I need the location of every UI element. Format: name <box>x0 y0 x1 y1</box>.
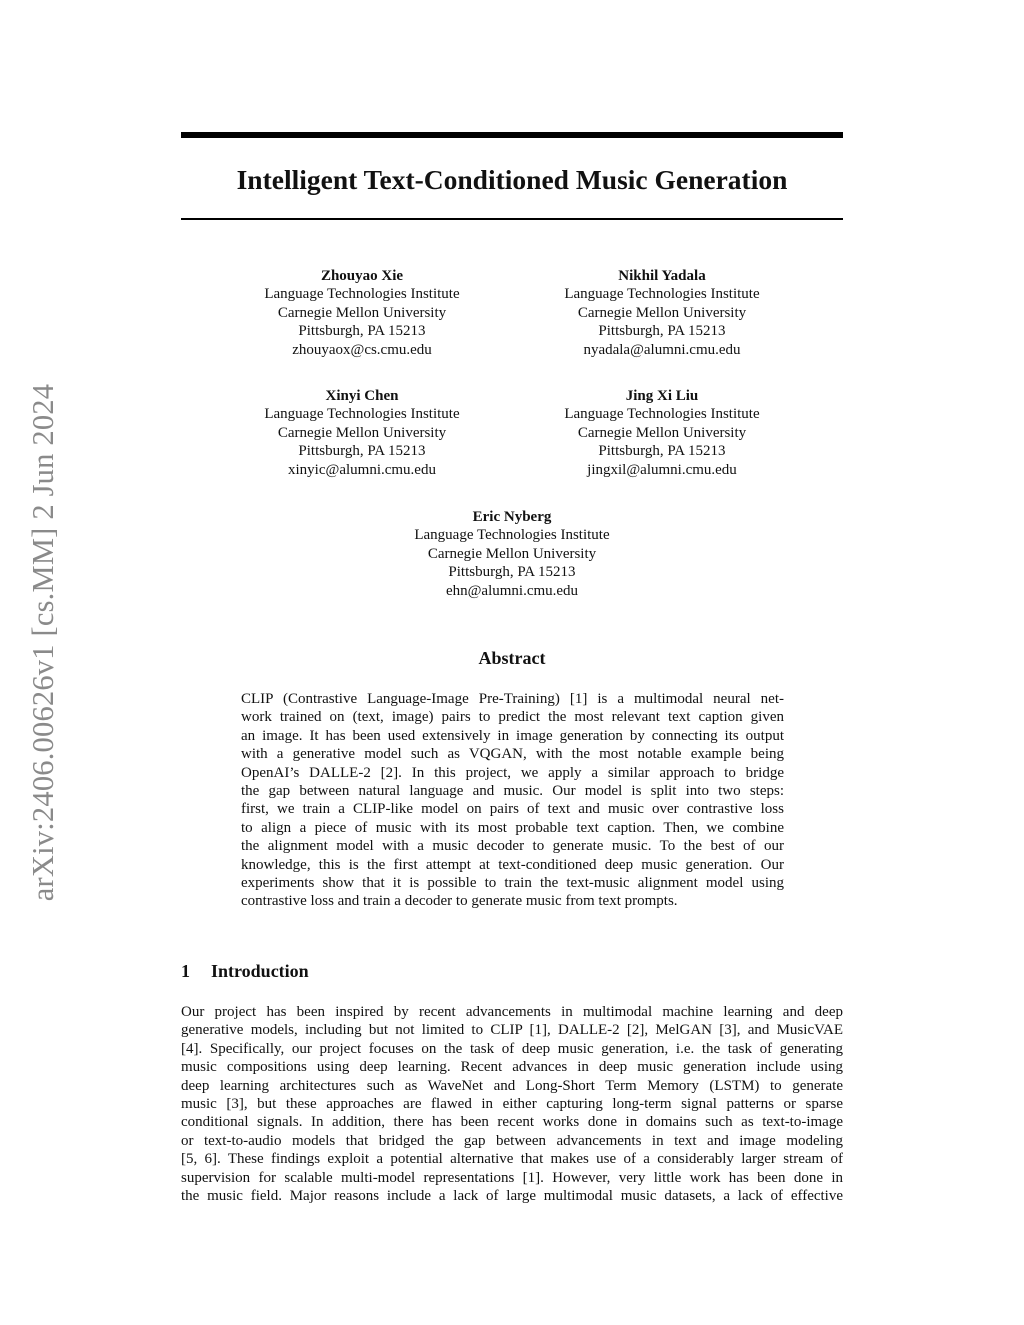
author-location: Pittsburgh, PA 15213 <box>298 323 426 340</box>
author-institute: Language Technologies Institute <box>264 406 460 423</box>
author-institute: Language Technologies Institute <box>564 406 760 423</box>
paragraph-line: or text-to-audio models that bridged the gap between advancements in text and image modeling <box>181 1132 843 1149</box>
abstract-line: with a generative model such as VQGAN, with the most notable example being <box>241 746 784 763</box>
author-university: Carnegie Mellon University <box>277 424 447 441</box>
title-top-rule <box>181 132 843 138</box>
paragraph-line: the music field. Major reasons include a lack of large multimodal music datasets, a lack of effective <box>181 1188 843 1205</box>
author-name: Zhouyao Xie <box>320 268 404 284</box>
abstract-line: first, we train a CLIP-like model on pairs of text and music over contrastive loss <box>241 801 784 818</box>
arxiv-side-stamp <box>18 355 70 930</box>
section-title: Introduction <box>211 961 309 981</box>
author-university: Carnegie Mellon University <box>277 304 447 321</box>
abstract-line: work trained on (text, image) pairs to predict the most relevant text caption given <box>241 709 784 726</box>
author-block <box>512 387 812 479</box>
author-institute: Language Technologies Institute <box>264 286 460 303</box>
section-heading <box>181 960 309 982</box>
author-name: Eric Nyberg <box>472 509 552 525</box>
author-location: Pittsburgh, PA 15213 <box>598 323 726 340</box>
abstract-line: contrastive loss and train a decoder to generate music from text prompts. <box>241 893 678 910</box>
paragraph-line: generative models, including but not limited to CLIP [1], DALLE-2 [2], MelGAN [3], and MusicVAE <box>181 1022 843 1039</box>
abstract-line: CLIP (Contrastive Language-Image Pre-Training) [1] is a multimodal neural net- <box>241 691 784 707</box>
author-block <box>362 508 662 600</box>
introduction-body <box>181 1003 843 1205</box>
author-block <box>212 267 512 359</box>
author-email: zhouyaox@cs.cmu.edu <box>292 341 432 358</box>
paragraph-line: music [3], but these approaches are flawed in either capturing long-term signal patterns or sparse <box>181 1096 843 1113</box>
abstract-line: to align a piece of music with its most probable text caption. Then, we combine <box>241 819 784 836</box>
abstract-line: the alignment model with a music decoder to generate music. To the best of our <box>241 838 784 855</box>
author-block <box>212 387 512 479</box>
paper-title: Intelligent Text-Conditioned Music Generation <box>236 164 788 195</box>
author-university: Carnegie Mellon University <box>427 545 597 562</box>
abstract-line: OpenAI’s DALLE-2 [2]. In this project, we apply a similar approach to bridge <box>241 764 784 781</box>
abstract-line: an image. It has been used extensively in image generation by connecting its output <box>241 727 784 744</box>
author-email: ehn@alumni.cmu.edu <box>445 582 579 599</box>
paragraph-line: music compositions using deep learning. Recent advances in deep music generation include using <box>181 1059 843 1076</box>
paragraph-line: [5, 6]. These findings exploit a potential alternative that makes use of a considerably larger stream of <box>181 1151 843 1168</box>
abstract-body <box>241 690 784 911</box>
author-email: jingxil@alumni.cmu.edu <box>587 461 737 478</box>
author-location: Pittsburgh, PA 15213 <box>448 564 576 581</box>
abstract-line: experiments show that it is possible to train the text-music alignment model using <box>241 875 784 892</box>
author-location: Pittsburgh, PA 15213 <box>298 443 426 460</box>
author-block <box>512 267 812 359</box>
author-institute: Language Technologies Institute <box>414 527 610 544</box>
paragraph-line: supervision for scalable multi-model representations [1]. However, very little work has been done in <box>181 1169 843 1186</box>
paragraph-line: conditional signals. In addition, there has been recent works done in domains such as text-to-image <box>181 1114 843 1131</box>
author-university: Carnegie Mellon University <box>577 424 747 441</box>
author-institute: Language Technologies Institute <box>564 286 760 303</box>
abstract-line: the gap between natural language and music. Our model is split into two steps: <box>241 783 784 800</box>
author-university: Carnegie Mellon University <box>577 304 747 321</box>
author-name: Nikhil Yadala <box>618 268 706 284</box>
paragraph-line: Our project has been inspired by recent advancements in multimodal machine learning and deep <box>181 1004 843 1020</box>
title-bottom-rule <box>181 218 843 220</box>
abstract-line: knowledge, this is the first attempt at text-conditioned deep music generation. Our <box>241 856 784 873</box>
author-location: Pittsburgh, PA 15213 <box>598 443 726 460</box>
arxiv-identifier: arXiv:2406.00626v1 [cs.MM] 2 Jun 2024 <box>26 383 61 902</box>
paragraph-line: [4]. Specifically, our project focuses on the task of deep music generation, i.e. the task of generating <box>181 1040 843 1057</box>
paragraph-line: deep learning architectures such as WaveNet and Long-Short Term Memory (LSTM) to generate <box>181 1077 843 1094</box>
abstract-heading: Abstract <box>478 648 546 668</box>
author-email: xinyic@alumni.cmu.edu <box>288 461 436 478</box>
author-name: Jing Xi Liu <box>625 388 699 404</box>
author-name: Xinyi Chen <box>325 388 399 404</box>
author-email: nyadala@alumni.cmu.edu <box>583 341 741 358</box>
section-number: 1 <box>181 961 190 981</box>
